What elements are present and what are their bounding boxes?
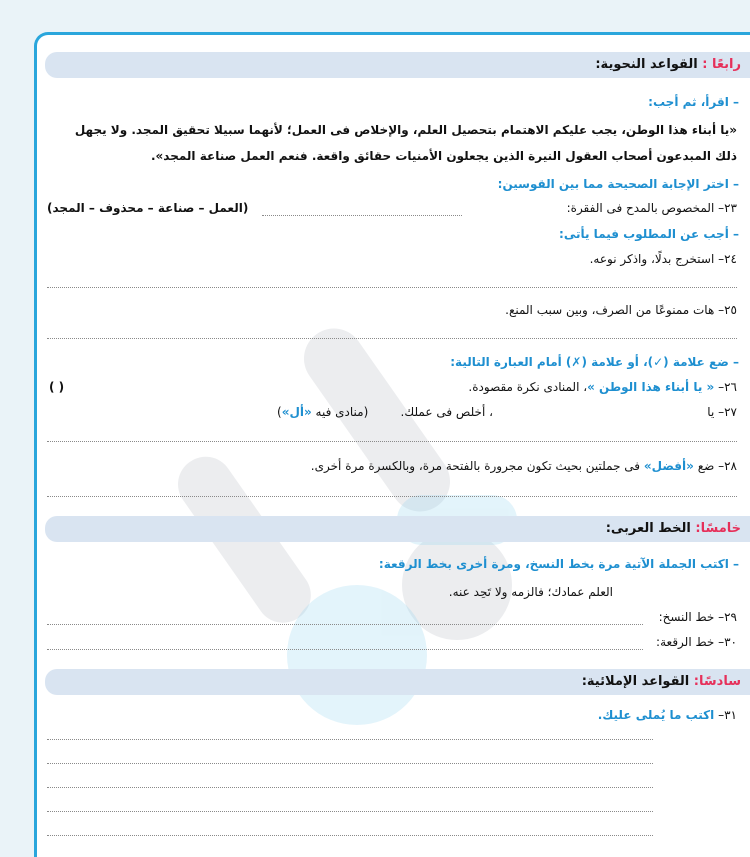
question-29: ٢٩– خط النسخ: bbox=[658, 610, 737, 624]
passage-line-1: «يا أبناء هذا الوطن، يجب عليكم الاهتمام بتحصيل العلم، والإخلاص فى العمل؛ لأنهما سبيلا تحقيق المجد. ولا يجهل bbox=[74, 123, 737, 137]
calligraphy-sentence: العلم عمادك؛ فالزمه ولا تَحِد عنه. bbox=[448, 585, 613, 599]
answer-line-30[interactable] bbox=[47, 649, 643, 650]
calligraphy-instruction: – اكتب الجملة الآتية مرة بخط النسخ، ومرة أخرى بخط الرقعة: bbox=[378, 557, 739, 571]
section-6-title: القواعد الإملائية: bbox=[581, 674, 690, 689]
answer-line-24[interactable] bbox=[47, 287, 737, 288]
read-instruction: – اقرأ، ثم أجب: bbox=[648, 95, 739, 109]
question-26-number: ٢٦– bbox=[714, 380, 737, 394]
dictation-line[interactable] bbox=[47, 739, 653, 740]
question-31-text: اكتب ما يُملى عليك. bbox=[597, 708, 715, 722]
question-26-quote: « يا أبناء هذا الوطن » bbox=[587, 380, 715, 394]
section-5-header bbox=[45, 516, 750, 542]
question-25: ٢٥– هات ممنوعًا من الصرف، وبين سبب المنع. bbox=[505, 303, 737, 317]
section-4-title: القواعد النحوية: bbox=[595, 57, 698, 72]
dictation-line[interactable] bbox=[47, 787, 653, 788]
worksheet-page bbox=[34, 32, 750, 857]
question-28-number: ٢٨– ضع bbox=[693, 459, 737, 473]
question-30: ٣٠– خط الرقعة: bbox=[656, 635, 737, 649]
section-5-title: الخط العربى: bbox=[605, 521, 691, 536]
dictation-line[interactable] bbox=[47, 811, 653, 812]
section-6-number: سادسًا: bbox=[693, 674, 741, 689]
question-23: ٢٣– المخصوص بالمدح فى الفقرة: bbox=[566, 201, 737, 215]
question-27-hint-quote: «أل» bbox=[281, 405, 312, 419]
answer-line-29[interactable] bbox=[47, 624, 643, 625]
question-31 bbox=[598, 708, 737, 722]
question-27-hint-post: ) bbox=[277, 405, 282, 419]
section-6-header bbox=[45, 669, 750, 695]
question-26-rest: ، المنادى نكرة مقصودة. bbox=[468, 380, 588, 394]
question-26 bbox=[468, 380, 737, 394]
section-4-number: رابعًا : bbox=[702, 57, 741, 72]
question-27-number: ٢٧– يا bbox=[707, 405, 737, 419]
question-28-quote: «أفضل» bbox=[643, 459, 694, 473]
dictation-line[interactable] bbox=[47, 835, 653, 836]
passage-line-2: ذلك المبدعون أصحاب العقول النيرة الذين يجعلون الأمنيات حقائق واقعة. فنعم العمل صناعة المجد». bbox=[150, 149, 737, 163]
section-5-number: خامسًا: bbox=[695, 521, 741, 536]
answer-instruction: – أجب عن المطلوب فيما يأتى: bbox=[559, 227, 739, 241]
section-4-header bbox=[45, 52, 750, 78]
question-24: ٢٤– استخرج بدلًا، واذكر نوعه. bbox=[589, 252, 737, 266]
question-27-hint-pre: (منادى فيه bbox=[311, 405, 369, 419]
answer-line-27[interactable] bbox=[47, 441, 737, 442]
question-27-hint bbox=[277, 405, 368, 419]
question-26-answer-bracket[interactable]: ( ) bbox=[49, 380, 65, 394]
question-28 bbox=[311, 459, 737, 473]
answer-line-23[interactable] bbox=[262, 215, 462, 216]
question-27-rest: ، أخلص فى عملك. bbox=[400, 405, 493, 419]
answer-line-25[interactable] bbox=[47, 338, 737, 339]
question-28-rest: فى جملتين بحيث تكون مجرورة بالفتحة مرة، وبالكسرة مرة أخرى. bbox=[310, 459, 644, 473]
mark-instruction: – ضع علامة (✓)، أو علامة (✗) أمام العبارة التالية: bbox=[450, 355, 739, 369]
dictation-line[interactable] bbox=[47, 763, 653, 764]
choose-instruction: – اختر الإجابة الصحيحة مما بين القوسين: bbox=[497, 177, 739, 191]
answer-line-28[interactable] bbox=[47, 496, 737, 497]
question-31-number: ٣١– bbox=[714, 708, 737, 722]
question-23-options: (العمل – صناعة – محذوف – المجد) bbox=[47, 201, 249, 215]
